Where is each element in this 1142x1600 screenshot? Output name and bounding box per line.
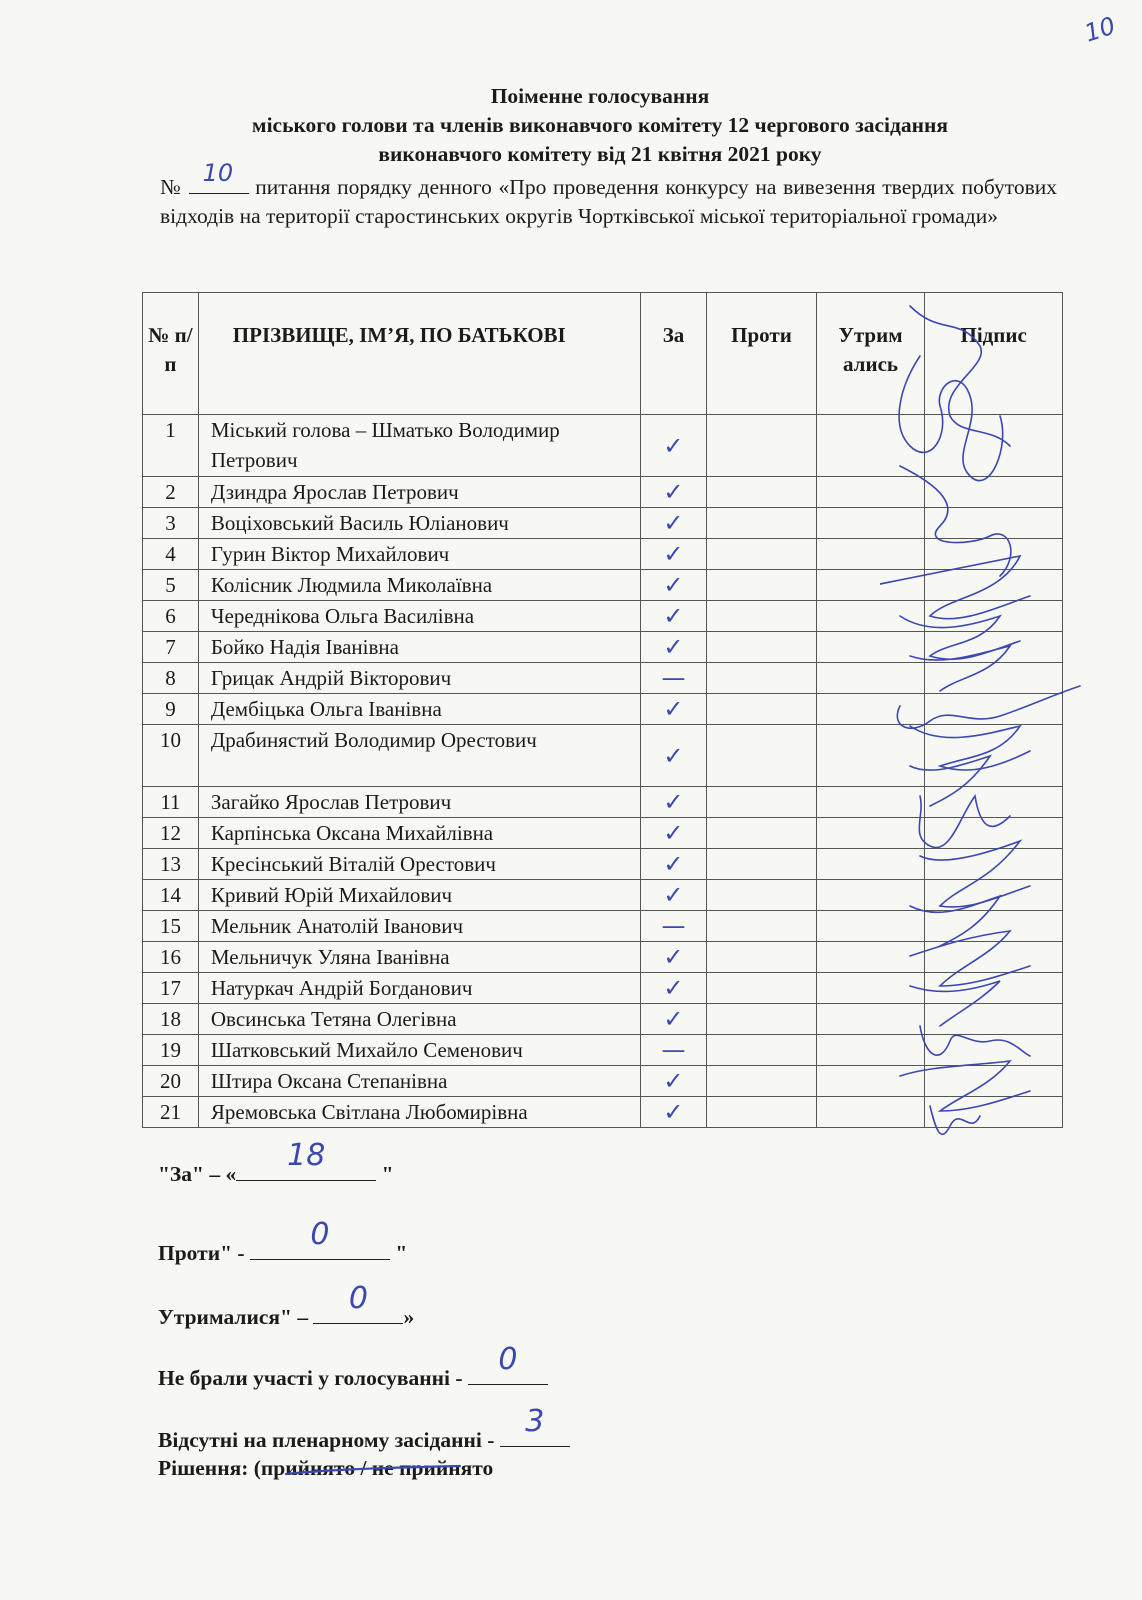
row-name: Натуркач Андрій Богданович xyxy=(198,973,640,1004)
total-za-value: 18 xyxy=(287,1138,326,1173)
total-utr-value: 0 xyxy=(348,1281,368,1316)
row-signature xyxy=(925,880,1063,911)
row-proty xyxy=(707,694,816,725)
voting-table xyxy=(142,292,1063,1128)
table-row xyxy=(143,632,1063,663)
row-utrymalys xyxy=(816,1066,925,1097)
table-row xyxy=(143,1066,1063,1097)
title-line-2: міського голови та членів виконавчого комітету 12 чергового засідання xyxy=(251,113,949,137)
row-proty xyxy=(707,1066,816,1097)
row-za-mark: ✓ xyxy=(640,880,707,911)
table-row xyxy=(143,911,1063,942)
row-name: Мельничук Уляна Іванівна xyxy=(198,942,640,973)
row-name: Дзиндра Ярослав Петрович xyxy=(198,477,640,508)
row-utrymalys xyxy=(816,415,925,477)
row-za-mark: ✓ xyxy=(640,1097,707,1128)
row-utrymalys xyxy=(816,601,925,632)
row-number: 4 xyxy=(143,539,199,570)
row-utrymalys xyxy=(816,911,925,942)
row-name: Загайко Ярослав Петрович xyxy=(198,787,640,818)
table-row xyxy=(143,787,1063,818)
row-utrymalys xyxy=(816,1035,925,1066)
row-proty xyxy=(707,663,816,694)
row-number: 11 xyxy=(143,787,199,818)
table-row xyxy=(143,477,1063,508)
row-proty xyxy=(707,911,816,942)
row-signature xyxy=(925,942,1063,973)
row-utrymalys xyxy=(816,849,925,880)
row-number: 5 xyxy=(143,570,199,601)
row-proty xyxy=(707,1004,816,1035)
row-signature xyxy=(925,570,1063,601)
row-number: 9 xyxy=(143,694,199,725)
handwritten-page-number: 10 xyxy=(1081,11,1119,48)
total-utr-end: » xyxy=(403,1305,415,1329)
row-number: 21 xyxy=(143,1097,199,1128)
row-signature xyxy=(925,1035,1063,1066)
row-signature xyxy=(925,1066,1063,1097)
table-row xyxy=(143,849,1063,880)
table-row xyxy=(143,663,1063,694)
total-utr-label: Утрималися" – xyxy=(158,1305,309,1329)
header-name: ПРІЗВИЩЕ, ІМ’Я, ПО БАТЬКОВІ xyxy=(198,293,640,415)
row-proty xyxy=(707,632,816,663)
table-row xyxy=(143,818,1063,849)
row-name: Колісник Людмила Миколаївна xyxy=(198,570,640,601)
row-name: Штира Оксана Степанівна xyxy=(198,1066,640,1097)
total-ne-braly-label: Не брали участі у голосуванні - xyxy=(158,1366,463,1390)
item-number-blank xyxy=(189,159,249,194)
total-za-blank xyxy=(236,1138,376,1181)
total-ne-braly-blank xyxy=(468,1342,548,1385)
row-number: 12 xyxy=(143,818,199,849)
row-name: Овсинська Тетяна Олегівна xyxy=(198,1004,640,1035)
total-vidsutni-value: 3 xyxy=(525,1404,545,1439)
table-row xyxy=(143,539,1063,570)
row-za-mark: — xyxy=(640,1035,707,1066)
header-pidpys: Підпис xyxy=(925,293,1063,415)
row-utrymalys xyxy=(816,570,925,601)
row-name: Міський голова – Шматько Володимир Петрович xyxy=(198,415,640,477)
row-number: 18 xyxy=(143,1004,199,1035)
row-signature xyxy=(925,973,1063,1004)
row-za-mark: ✓ xyxy=(640,1066,707,1097)
row-utrymalys xyxy=(816,508,925,539)
row-za-mark: ✓ xyxy=(640,477,707,508)
table-row xyxy=(143,1097,1063,1128)
row-signature xyxy=(925,632,1063,663)
table-row xyxy=(143,1004,1063,1035)
total-vidsutni xyxy=(158,1404,570,1453)
row-signature xyxy=(925,415,1063,477)
total-za-label: "За" – « xyxy=(158,1162,237,1186)
row-za-mark: ✓ xyxy=(640,694,707,725)
row-signature xyxy=(925,539,1063,570)
row-number: 7 xyxy=(143,632,199,663)
row-za-mark: ✓ xyxy=(640,415,707,477)
row-signature xyxy=(925,849,1063,880)
row-za-mark: ✓ xyxy=(640,942,707,973)
table-row xyxy=(143,1035,1063,1066)
total-utr-blank xyxy=(313,1281,403,1324)
row-utrymalys xyxy=(816,1004,925,1035)
total-proty-blank xyxy=(250,1217,390,1260)
table-row xyxy=(143,415,1063,477)
row-proty xyxy=(707,477,816,508)
row-name: Кресінський Віталій Орестович xyxy=(198,849,640,880)
row-signature xyxy=(925,818,1063,849)
table-row xyxy=(143,880,1063,911)
row-signature xyxy=(925,787,1063,818)
total-proty xyxy=(158,1217,408,1266)
row-name: Кривий Юрій Михайлович xyxy=(198,880,640,911)
row-number: 16 xyxy=(143,942,199,973)
row-signature xyxy=(925,663,1063,694)
header-proty: Проти xyxy=(707,293,816,415)
row-signature xyxy=(925,508,1063,539)
table-row xyxy=(143,942,1063,973)
row-signature xyxy=(925,1004,1063,1035)
row-name: Грицак Андрій Вікторович xyxy=(198,663,640,694)
item-text: питання порядку денного «Про проведення конкурсу на вивезення твердих побутових відходів на території старостинських округів Чортківської міської територіальної громади» xyxy=(160,175,1058,228)
row-utrymalys xyxy=(816,973,925,1004)
row-proty xyxy=(707,1035,816,1066)
row-za-mark: ✓ xyxy=(640,725,707,787)
row-number: 20 xyxy=(143,1066,199,1097)
item-number-handwritten: 10 xyxy=(202,159,234,187)
row-proty xyxy=(707,601,816,632)
row-number: 19 xyxy=(143,1035,199,1066)
row-signature xyxy=(925,694,1063,725)
row-name: Воціховський Василь Юліанович xyxy=(198,508,640,539)
row-proty xyxy=(707,787,816,818)
row-za-mark: ✓ xyxy=(640,508,707,539)
row-proty xyxy=(707,849,816,880)
row-utrymalys xyxy=(816,942,925,973)
row-utrymalys xyxy=(816,632,925,663)
decision-handwritten-underline xyxy=(284,1464,464,1478)
row-za-mark: ✓ xyxy=(640,539,707,570)
row-number: 3 xyxy=(143,508,199,539)
row-proty xyxy=(707,880,816,911)
row-name: Дембіцька Ольга Іванівна xyxy=(198,694,640,725)
row-name: Бойко Надія Іванівна xyxy=(198,632,640,663)
row-signature xyxy=(925,911,1063,942)
row-number: 2 xyxy=(143,477,199,508)
total-utrymalys xyxy=(158,1281,415,1330)
row-proty xyxy=(707,539,816,570)
row-utrymalys xyxy=(816,477,925,508)
total-vidsutni-label: Відсутні на пленарному засіданні - xyxy=(158,1428,495,1452)
row-name: Яремовська Світлана Любомирівна xyxy=(198,1097,640,1128)
row-utrymalys xyxy=(816,1097,925,1128)
row-number: 15 xyxy=(143,911,199,942)
row-za-mark: ✓ xyxy=(640,818,707,849)
row-proty xyxy=(707,942,816,973)
row-za-mark: ✓ xyxy=(640,601,707,632)
row-utrymalys xyxy=(816,818,925,849)
row-za-mark: ✓ xyxy=(640,1004,707,1035)
row-proty xyxy=(707,570,816,601)
total-proty-end: " xyxy=(395,1241,408,1265)
row-signature xyxy=(925,477,1063,508)
row-proty xyxy=(707,818,816,849)
row-signature xyxy=(925,725,1063,787)
table-row xyxy=(143,973,1063,1004)
row-name: Шатковський Михайло Семенович xyxy=(198,1035,640,1066)
row-za-mark: ✓ xyxy=(640,570,707,601)
row-proty xyxy=(707,1097,816,1128)
row-signature xyxy=(925,601,1063,632)
table-header-row xyxy=(143,293,1063,415)
row-name: Карпінська Оксана Михайлівна xyxy=(198,818,640,849)
table-row xyxy=(143,570,1063,601)
row-utrymalys xyxy=(816,880,925,911)
row-name: Драбинястий Володимир Орестович xyxy=(198,725,640,787)
row-number: 10 xyxy=(143,725,199,787)
total-vidsutni-blank xyxy=(500,1404,570,1447)
row-proty xyxy=(707,725,816,787)
row-za-mark: ✓ xyxy=(640,632,707,663)
table-row xyxy=(143,725,1063,787)
row-number: 14 xyxy=(143,880,199,911)
row-number: 8 xyxy=(143,663,199,694)
row-proty xyxy=(707,415,816,477)
total-proty-label: Проти" - xyxy=(158,1241,245,1265)
row-name: Гурин Віктор Михайлович xyxy=(198,539,640,570)
total-ne-braly-value: 0 xyxy=(498,1342,518,1377)
title-line-1: Поіменне голосування xyxy=(490,84,710,108)
item-number-prefix: № xyxy=(160,175,182,199)
table-row xyxy=(143,694,1063,725)
row-za-mark: ✓ xyxy=(640,787,707,818)
row-signature xyxy=(925,1097,1063,1128)
row-number: 6 xyxy=(143,601,199,632)
row-za-mark: — xyxy=(640,663,707,694)
total-ne-braly xyxy=(158,1342,548,1391)
decision-line: Рішення: (прийнято / не прийнято xyxy=(158,1456,494,1480)
row-utrymalys xyxy=(816,663,925,694)
header-za: За xyxy=(640,293,707,415)
row-number: 13 xyxy=(143,849,199,880)
title-line-3: виконавчого комітету від 21 квітня 2021 року xyxy=(378,142,822,166)
table-row xyxy=(143,601,1063,632)
total-za-end: " xyxy=(381,1162,394,1186)
row-za-mark: ✓ xyxy=(640,973,707,1004)
table-row xyxy=(143,508,1063,539)
total-proty-value: 0 xyxy=(310,1217,330,1252)
header-utrymalys: Утрим ались xyxy=(816,293,925,415)
row-number: 1 xyxy=(143,415,199,477)
document-header xyxy=(150,82,1050,169)
row-utrymalys xyxy=(816,694,925,725)
row-name: Мельник Анатолій Іванович xyxy=(198,911,640,942)
row-number: 17 xyxy=(143,973,199,1004)
row-za-mark: — xyxy=(640,911,707,942)
agenda-item-paragraph xyxy=(160,159,1058,231)
row-utrymalys xyxy=(816,539,925,570)
total-za xyxy=(158,1138,394,1187)
row-utrymalys xyxy=(816,725,925,787)
row-za-mark: ✓ xyxy=(640,849,707,880)
header-num: № п/п xyxy=(143,293,199,415)
row-proty xyxy=(707,973,816,1004)
row-name: Череднікова Ольга Василівна xyxy=(198,601,640,632)
row-proty xyxy=(707,508,816,539)
row-utrymalys xyxy=(816,787,925,818)
